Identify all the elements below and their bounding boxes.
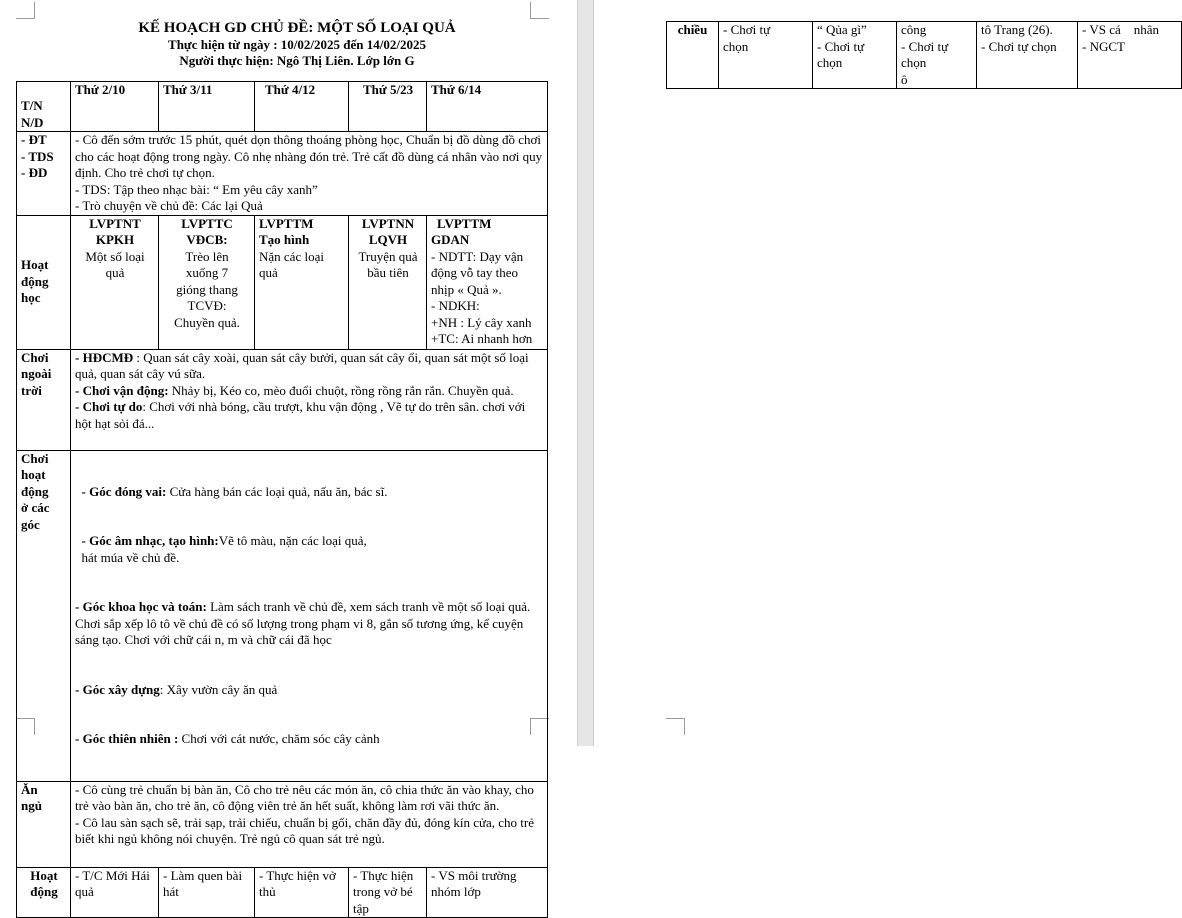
corner-line: T/N	[21, 98, 43, 113]
lesson-cell-fri	[427, 215, 548, 349]
corner-cell	[17, 82, 71, 132]
cell-line: “ Qủa gì”	[817, 22, 867, 37]
lesson-cell-tue	[159, 215, 255, 349]
activity-heading: - Góc đóng vai:	[75, 483, 167, 499]
row-label-choi-ngoai-troi	[17, 349, 71, 450]
activity-heading: - Góc thiên nhiên :	[75, 731, 179, 746]
cell-line: tô Trang (26).	[981, 22, 1053, 37]
activity-text: Vẽ tô màu, nặn các loại quả, hát múa về chủ đề.	[81, 533, 367, 565]
label-line: Chơi	[21, 349, 49, 365]
activity-heading: - Góc xây dựng	[75, 681, 160, 697]
choi-goc-content	[71, 450, 548, 781]
label-line: động	[21, 273, 49, 289]
label-line: Hoạt	[30, 867, 58, 883]
text-line: - Cô lau sàn sạch sẽ, trải sạp, trải chiếu, chuẩn bị gối, chăn đầy đủ, đóng kín cửa, cho trẻ biết khi ngủ không nói chuyện. Trẻ ngủ cô quan sát trẻ ngủ.	[75, 814, 535, 846]
page-gutter	[577, 0, 594, 746]
activity-text: : Quan sát cây xoài, quan sát cây bưởi, quan sát cây ổi, quan sát một số loại quả, quan sát cây vú sữa.	[75, 349, 529, 381]
label-line: ngoài	[21, 366, 52, 381]
day-header: Thứ 2/10	[71, 82, 159, 132]
row-label-don-tre	[17, 132, 71, 216]
cell-line: chọn	[817, 55, 843, 70]
plan-dates: Thực hiện từ ngày : 10/02/2025 đến 14/02/2025	[168, 37, 426, 52]
weekly-plan-table	[16, 81, 548, 918]
crop-mark-bottom-left	[666, 718, 685, 735]
activity-line	[75, 533, 544, 566]
label-line: Hoạt	[21, 257, 49, 273]
activity-text: : Xây vườn cây ăn quả	[159, 681, 278, 697]
cell-line: - NGCT	[1082, 38, 1125, 54]
lesson-text: - NDKH:	[431, 298, 480, 313]
document-header	[16, 20, 548, 69]
row-label-hoat-dong-hoc	[17, 215, 71, 349]
cell-line: - Chơi tự	[817, 38, 865, 54]
lesson-title: LVPTTM	[259, 215, 314, 231]
lesson-text: Chuyền quả.	[174, 314, 240, 330]
crop-mark-top-right	[530, 2, 549, 19]
cell-line: công	[901, 22, 927, 37]
table-row	[17, 215, 548, 349]
lesson-title: LVPTNT	[89, 215, 141, 231]
cell-line: ô	[901, 71, 908, 87]
lesson-text: gióng thang	[176, 281, 238, 297]
activity-line	[75, 350, 544, 383]
activity-heading: - Góc khoa học và toán:	[75, 599, 207, 614]
document-page-1	[0, 0, 577, 916]
lesson-text: Truyện quả	[358, 248, 418, 264]
lesson-cell-wed	[255, 215, 349, 349]
continuation-label: chiều	[667, 22, 719, 89]
table-row	[667, 22, 1182, 89]
label-line: động	[30, 884, 58, 899]
cell-line: - Chơi tự	[901, 38, 949, 54]
lesson-text: bầu tiên	[367, 265, 409, 280]
afternoon-cell: - Thực hiện trong vở bé tập	[349, 867, 427, 918]
plan-title: KẾ HOẠCH GD CHỦ ĐỀ: MỘT SỐ LOẠI QUẢ	[138, 20, 456, 36]
lesson-text: xuống 7	[185, 265, 229, 280]
label-line: hoạt	[21, 467, 46, 482]
activity-text: Nhảy bị, Kéo co, mèo đuổi chuột, rồng rồng rắn rắn. Chuyền quả.	[168, 382, 514, 398]
label-line: - ĐD	[21, 165, 48, 180]
activity-text: : Chơi với nhà bóng, cầu trượt, khu vận động , Vẽ tự do trên sân. chơi với hột hạt sỏi đá...	[75, 399, 526, 431]
day-header: Thứ 4/12	[255, 82, 349, 132]
continuation-cell	[897, 22, 977, 89]
continuation-cell	[977, 22, 1078, 89]
lesson-title: GDAN	[431, 232, 470, 247]
table-row	[17, 867, 548, 918]
lesson-title: VĐCB:	[186, 232, 228, 247]
lesson-title: KPKH	[95, 232, 135, 247]
lesson-title: Tạo hình	[259, 232, 310, 247]
table-row	[17, 349, 548, 450]
text-line: - Trò chuyện về chủ đề: Các lại Quả	[75, 198, 263, 213]
cell-line: chọn	[723, 38, 749, 54]
continuation-cell	[813, 22, 897, 89]
an-ngu-content	[71, 781, 548, 867]
activity-line	[75, 599, 544, 649]
label-line: - ĐT	[21, 132, 47, 147]
activity-text: Cửa hàng bán các loại quả, nấu ăn, bác sĩ.	[166, 483, 388, 499]
lesson-text: Một số loại	[85, 248, 145, 264]
lesson-cell-thu	[349, 215, 427, 349]
lesson-text: +TC: Ai nhanh hơn	[431, 331, 533, 346]
label-line: ngủ	[21, 798, 42, 813]
text-line: - Cô cùng trẻ chuẩn bị bàn ăn, Cô cho trẻ nêu các món ăn, cô chia thức ăn vào khay, cho trẻ vào bàn ăn, cho trẻ ăn, cô động viên trẻ ăn hết suất, không làm rơi vãi thức ăn.	[75, 781, 534, 813]
table-header-row	[17, 82, 548, 132]
lesson-text: quả	[259, 265, 278, 280]
label-line: Ăn	[21, 781, 38, 797]
continuation-cell	[1078, 22, 1182, 89]
afternoon-cell: - Làm quen bài hát	[159, 867, 255, 918]
lesson-text: Nặn các loại	[259, 248, 324, 264]
table-row	[17, 450, 548, 781]
label-line: Chơi	[21, 450, 49, 466]
label-line: ở các	[21, 500, 50, 515]
lesson-text: Trèo lên	[185, 248, 229, 264]
lesson-cell-mon	[71, 215, 159, 349]
activity-text: Làm sách tranh về chủ đề, xem sách tranh về một số loại quả. Chơi sắp xếp lô tô về chủ đề có số lượng trong phạm vi 8, gắn số tương ứng, kể cuyện sáng tạo. Chơi với chữ cái n, m và chữ cái đã học	[75, 599, 534, 647]
row-label-an-ngu	[17, 781, 71, 867]
plan-author: Người thực hiện: Ngô Thị Liên. Lớp lớn G	[179, 53, 415, 68]
lesson-text: +NH : Lý cây xanh	[431, 314, 532, 330]
corner-line: N/D	[21, 114, 44, 130]
row-label-hoat-dong-chieu	[17, 867, 71, 918]
label-line: - TDS	[21, 148, 54, 164]
activity-text: Chơi với cát nước, chăm sóc cây cảnh	[178, 731, 380, 746]
activity-line	[75, 731, 544, 748]
day-header: Thứ 3/11	[159, 82, 255, 132]
crop-mark-top-left	[16, 2, 35, 19]
table-row	[17, 781, 548, 867]
activity-heading: - HĐCMĐ	[75, 349, 134, 365]
lesson-title: LQVH	[368, 232, 408, 247]
label-line: góc	[21, 516, 40, 532]
label-line: học	[21, 290, 41, 306]
lesson-text: TCVĐ:	[187, 298, 227, 313]
text-line: - Cô đến sớm trước 15 phút, quét dọn thông thoáng phòng học, Chuẩn bị đồ dùng đồ chơi cho các hoạt động trong ngày. Cô nhẹ nhàng đón trẻ. Trẻ cất đồ dùng cá nhân vào nơi quy định. Cho trẻ chơi tự chọn.	[75, 132, 543, 180]
afternoon-cell: - VS môi trường nhóm lớp	[427, 867, 548, 918]
continuation-table	[666, 21, 1182, 89]
lesson-text: quả	[105, 265, 125, 280]
activity-line	[75, 484, 544, 501]
continuation-cell	[719, 22, 813, 89]
row-label-choi-goc	[17, 450, 71, 781]
lesson-title: LVPTNN	[361, 215, 415, 231]
text-line: - TDS: Tập theo nhạc bài: “ Em yêu cây xanh”	[75, 181, 318, 197]
table-row	[17, 132, 548, 216]
activity-heading: - Chơi vận động:	[75, 382, 169, 398]
activity-line	[75, 399, 544, 432]
lesson-title: LVPTTC	[181, 215, 233, 231]
activity-line	[75, 383, 544, 400]
activity-heading: - Chơi tự do	[75, 399, 143, 414]
cell-line: - Chơi tự	[723, 22, 771, 37]
afternoon-cell: - T/C Mới Hái quả	[71, 867, 159, 918]
activity-line	[75, 682, 544, 699]
label-line: trời	[21, 382, 42, 398]
cell-line: - VS cá nhân	[1082, 22, 1160, 37]
day-header: Thứ 5/23	[349, 82, 427, 132]
don-tre-content	[71, 132, 548, 216]
document-page-2	[594, 0, 1180, 746]
choi-ngoai-troi-content	[71, 349, 548, 450]
activity-heading: - Góc âm nhạc, tạo hình:	[75, 533, 219, 548]
cell-line: chọn	[901, 55, 927, 70]
lesson-title: LVPTTM	[437, 215, 492, 231]
afternoon-cell: - Thực hiện vở thủ	[255, 867, 349, 918]
lesson-text: - NDTT: Dạy vận động vỗ tay theo nhịp « Quả ».	[431, 248, 524, 297]
day-header: Thứ 6/14	[427, 82, 548, 132]
cell-line: - Chơi tự chọn	[981, 38, 1057, 54]
label-line: động	[21, 483, 49, 499]
